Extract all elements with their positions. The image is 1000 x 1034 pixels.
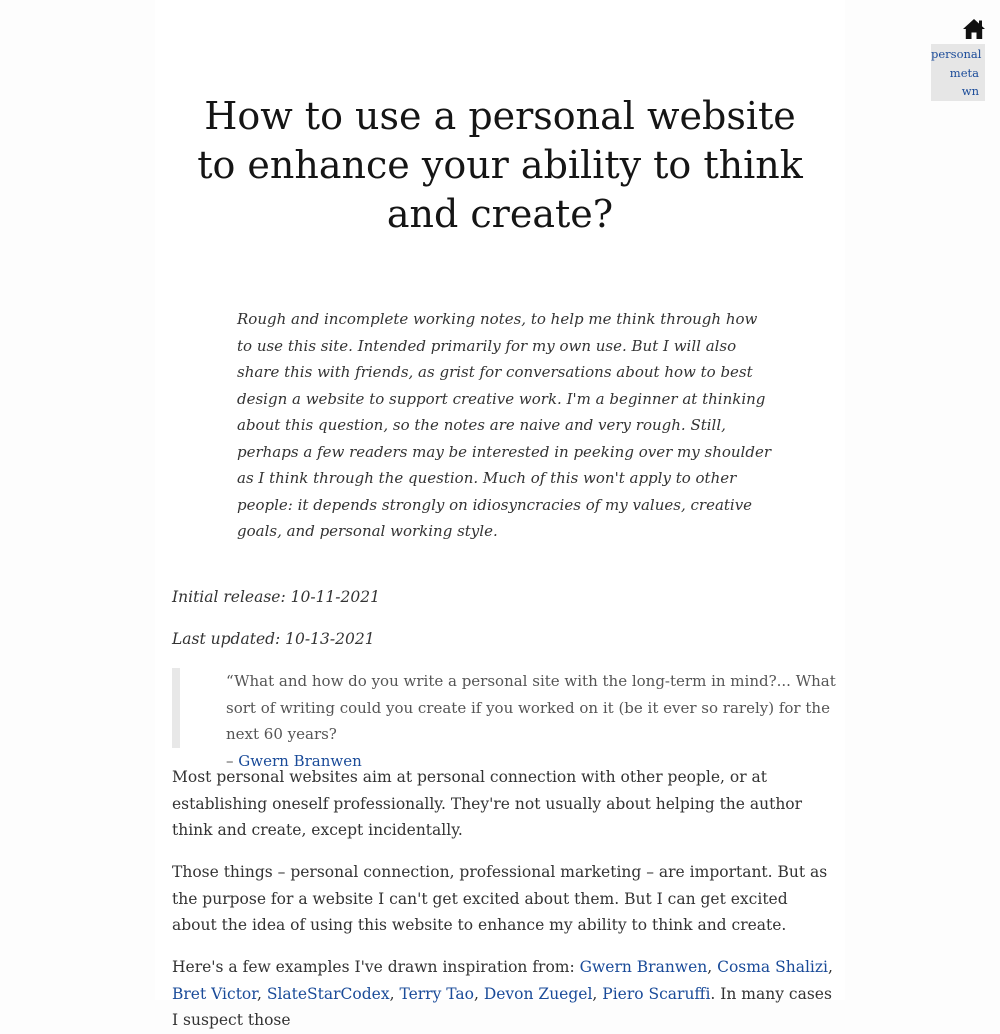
initial-release-date: Initial release: 10-11-2021: [172, 588, 380, 606]
link-separator: ,: [389, 984, 400, 1003]
epigraph-quote: [172, 668, 852, 770]
quote-dash: –: [226, 751, 239, 770]
inspiration-link-slatestarcodex[interactable]: SlateStarCodex: [266, 984, 390, 1003]
quote-attribution-link[interactable]: Gwern Branwen: [238, 751, 362, 770]
paragraph-3-intro: Here's a few examples I've drawn inspiration from:: [172, 958, 580, 976]
last-updated-date: Last updated: 10-13-2021: [172, 630, 375, 648]
page-title: How to use a personal website to enhance your ability to think and create?: [197, 94, 803, 236]
link-separator: ,: [707, 958, 718, 976]
abstract: Rough and incomplete working notes, to help me think through how to use this site. Intended primarily for my own use. But I will also share this with friends, as grist for conversations about how to best design a website to support creative work. I'm a beginner at thinking about this question, so the notes are naive and very rough. Still, perhaps a few readers may be interested in peeking over my shoulder as I think through the question. Much of this won't apply to other people: it depends strongly on idiosyncracies of my values, creative goals, and personal working style.: [237, 310, 771, 540]
paragraph-3-outro: . In many cases I suspect those: [172, 984, 832, 1029]
paragraph-1: Most personal websites aim at personal connection with other people, or at establishing oneself professionally. They're not usually about helping the author think and create, except incidentally.: [172, 768, 803, 839]
link-separator: ,: [256, 984, 267, 1003]
quote-text: [226, 668, 846, 774]
link-separator: ,: [828, 958, 833, 976]
paragraph-3: [172, 954, 837, 1034]
tag-list: [931, 44, 985, 101]
inspiration-link-piero-scaruffi[interactable]: Piero Scaruffi: [602, 984, 711, 1003]
tag-link-wn[interactable]: wn: [961, 84, 979, 98]
inspiration-link-cosma-shalizi[interactable]: Cosma Shalizi: [717, 958, 828, 976]
inspiration-link-bret-victor[interactable]: Bret Victor: [172, 984, 257, 1003]
home-link[interactable]: [962, 18, 986, 40]
tag-link-meta[interactable]: meta: [949, 65, 979, 80]
link-separator: ,: [592, 984, 603, 1003]
home-icon: [962, 18, 986, 40]
inspiration-link-devon-zuegel[interactable]: Devon Zuegel: [483, 984, 593, 1003]
quote-body: “What and how do you write a personal site with the long-term in mind?... What sort of writing could you create if you worked on it (be it ever so rarely) for the next 60 years?: [226, 672, 836, 743]
inspiration-link-gwern-branwen[interactable]: Gwern Branwen: [579, 958, 708, 976]
quote-bar: [172, 668, 180, 748]
tag-link-personal[interactable]: personal: [931, 47, 982, 61]
link-separator: ,: [473, 984, 484, 1003]
inspiration-link-terry-tao[interactable]: Terry Tao: [399, 984, 474, 1003]
paragraph-2: Those things – personal connection, professional marketing – are important. But as the purpose for a website I can't get excited about them. But I can get excited about the idea of using this website to enhance my ability to think and create.: [172, 863, 828, 934]
